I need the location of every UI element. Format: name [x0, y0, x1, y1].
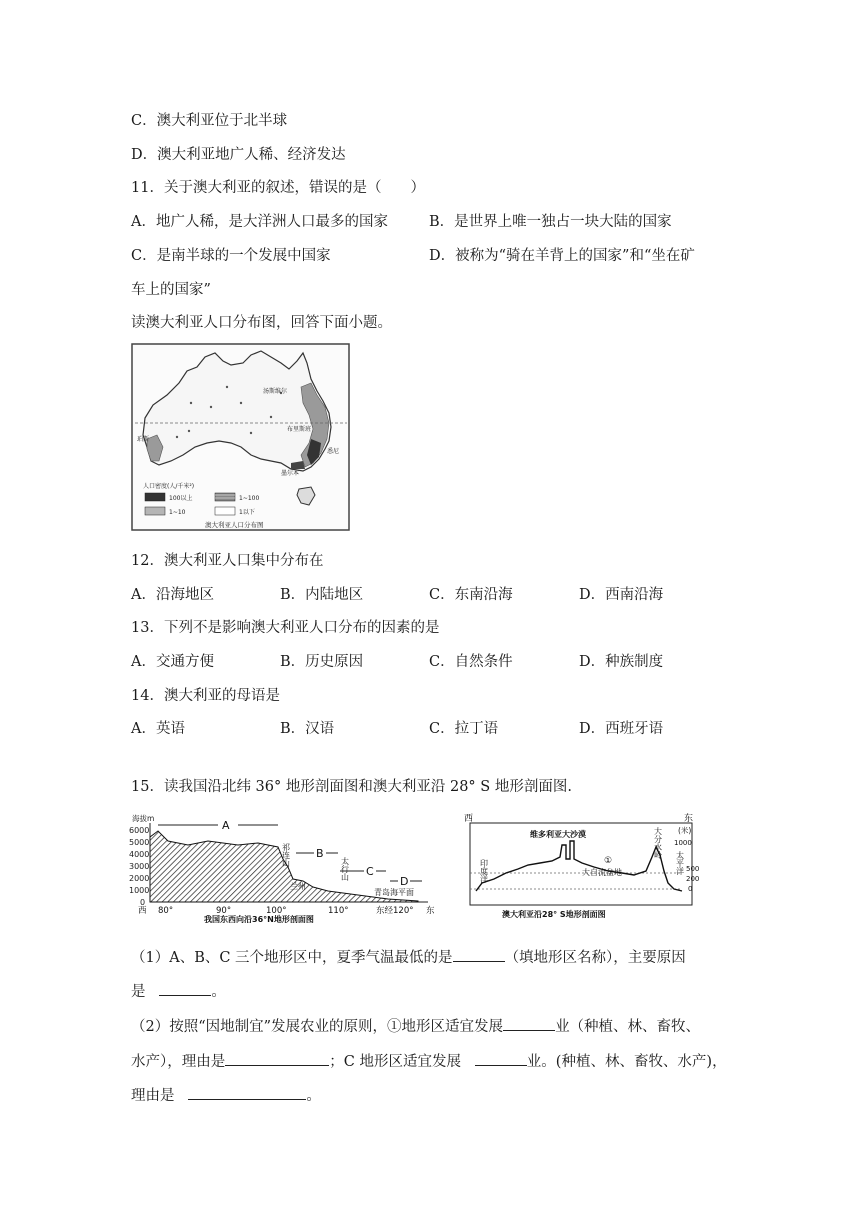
q11-option-d-cont: 车上的国家”	[131, 282, 211, 298]
map-intro: 读澳大利亚人口分布图，回答下面小题。	[131, 315, 392, 331]
q14-option-d: D．西班牙语	[579, 721, 664, 737]
q14-option-b: B．汉语	[280, 721, 335, 737]
china-west: 西	[138, 906, 147, 916]
china-y-title: 海拔m	[132, 814, 155, 823]
svg-text:0: 0	[688, 885, 693, 893]
china-label-lanzhou: 兰州	[290, 882, 306, 891]
svg-text:0: 0	[140, 898, 146, 907]
q13-option-d: D．种族制度	[579, 654, 664, 670]
answer-blank-6[interactable]	[188, 1084, 306, 1100]
svg-text:3000: 3000	[129, 862, 150, 871]
china-region-c: C	[366, 865, 374, 878]
svg-text:6000: 6000	[129, 826, 150, 835]
map-legend-title: 人口密度(人/千米²)	[143, 483, 195, 490]
q14-stem: 14．澳大利亚的母语是	[131, 688, 280, 704]
china-label-taihang: 太行山	[340, 857, 350, 881]
australia-population-map	[131, 343, 350, 531]
svg-text:5000: 5000	[129, 838, 150, 847]
australia-terrain-profile	[462, 811, 700, 923]
svg-text:90°: 90°	[216, 906, 232, 916]
aus-label-pacific: 太平洋	[675, 851, 685, 875]
q12-option-c: C．东南沿海	[429, 587, 513, 603]
q12-option-a: A．沿海地区	[131, 587, 214, 603]
aus-caption: 澳大利亚沿28° S地形剖面图	[502, 910, 606, 919]
answer-blank-4[interactable]	[225, 1050, 329, 1066]
aus-label-range: 大分水岭	[653, 827, 663, 859]
aus-west: 西	[464, 814, 474, 824]
q11-stem: 11．关于澳大利亚的叙述，错误的是（ ）	[131, 180, 425, 196]
map-label-perth: 珀斯	[137, 436, 150, 443]
q13-option-c: C．自然条件	[429, 654, 513, 670]
q13-stem: 13．下列不是影响澳大利亚人口分布的因素的是	[131, 620, 440, 636]
q12-option-d: D．西南沿海	[579, 587, 664, 603]
china-region-a: A	[222, 819, 230, 832]
aus-unit: (米)	[678, 826, 692, 835]
q11-option-c: C．是南半球的一个发展中国家	[131, 248, 331, 264]
q11-option-d: D．被称为“骑在羊背上的国家”和“坐在矿	[429, 248, 695, 264]
aus-label-indian-ocean: 印度洋	[479, 859, 489, 883]
aus-label-circle1: ①	[604, 856, 613, 866]
svg-text:1000: 1000	[129, 886, 150, 895]
svg-text:100°: 100°	[266, 906, 287, 916]
map-legend-item-2: 1~10	[169, 509, 186, 516]
china-label-qilian: 祁连山	[281, 843, 291, 867]
q12-option-b: B．内陆地区	[280, 587, 364, 603]
map-legend-item-4: 1以下	[239, 509, 255, 516]
svg-text:1000: 1000	[674, 839, 692, 847]
q13-option-a: A．交通方便	[131, 654, 214, 670]
q11-option-b: B．是世界上唯一独占一块大陆的国家	[429, 214, 672, 230]
map-caption: 澳大利亚人口分布图	[205, 521, 264, 529]
q15-part2-line2: 水产），理由是 ；C 地形区适宜发展 业。(种植、林、畜牧、水产)，	[131, 1050, 727, 1072]
svg-text:2000: 2000	[129, 874, 150, 883]
map-label-melbourne: 墨尔本	[281, 470, 300, 477]
svg-text:东经120°: 东经120°	[376, 906, 414, 916]
svg-text:200: 200	[686, 875, 700, 883]
answer-blank-1[interactable]	[453, 946, 505, 962]
aus-label-basin: 大自流盆地	[582, 868, 622, 877]
q15-part1-line1: （1）A、B、C 三个地形区中，夏季气温最低的是 （填地形区名称），主要原因	[131, 946, 686, 968]
china-region-b: B	[316, 847, 324, 860]
prev-option-d: D．澳大利亚地广人稀、经济发达	[131, 147, 346, 163]
aus-east: 东	[684, 814, 694, 824]
china-terrain-profile	[128, 811, 438, 923]
q14-option-a: A．英语	[131, 721, 185, 737]
aus-label-desert: 维多利亚大沙漠	[530, 830, 586, 839]
china-east: 东	[426, 906, 435, 916]
q12-stem: 12．澳大利亚人口集中分布在	[131, 553, 324, 569]
china-region-d: D	[400, 875, 409, 888]
svg-text:4000: 4000	[129, 850, 150, 859]
china-caption: 我国东西向沿36°N地形剖面图	[204, 915, 314, 923]
aus-terrain	[476, 841, 682, 891]
china-label-qingdao: 青岛海平面	[374, 888, 414, 897]
map-label-sydney: 悉尼	[327, 448, 340, 455]
svg-text:80°: 80°	[158, 906, 174, 916]
answer-blank-3[interactable]	[503, 1015, 555, 1031]
q14-option-c: C．拉丁语	[429, 721, 499, 737]
q11-option-a: A．地广人稀，是大洋洲人口最多的国家	[131, 214, 388, 230]
q15-stem: 15．读我国沿北纬 36° 地形剖面图和澳大利亚沿 28° S 地形剖面图.	[131, 779, 572, 795]
map-label-brisbane: 布里斯班	[287, 426, 312, 433]
q15-part2-line1: （2）按照“因地制宜”发展农业的原则，①地形区适宜发展 业（种植、林、畜牧、	[131, 1015, 700, 1037]
q13-option-b: B．历史原因	[280, 654, 364, 670]
map-legend-item-1: 100以上	[169, 495, 193, 502]
answer-blank-5[interactable]	[475, 1050, 527, 1066]
answer-blank-2[interactable]	[159, 980, 211, 996]
svg-text:500: 500	[686, 865, 700, 873]
svg-text:110°: 110°	[328, 906, 349, 916]
map-label-townsville: 汤斯维尔	[263, 388, 288, 395]
prev-option-c: C．澳大利亚位于北半球	[131, 113, 288, 129]
q15-part1-line2: 是 。	[131, 980, 226, 1002]
q15-part2-line3: 理由是 。	[131, 1084, 321, 1106]
map-legend-item-3: 1~100	[239, 495, 260, 502]
